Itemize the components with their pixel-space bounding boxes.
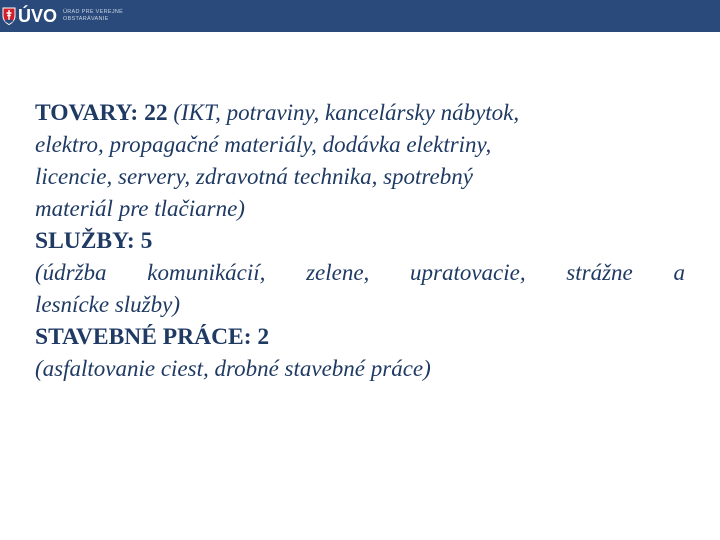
- sluzby-word: (údržba: [35, 260, 107, 285]
- logo-subtitle-line2: OBSTARÁVANIE: [63, 16, 109, 22]
- sluzby-heading: SLUŽBY: 5: [35, 228, 153, 254]
- sluzby-word: strážne: [566, 260, 633, 285]
- logo-subtitle: [63, 9, 123, 23]
- sluzby-word: komunikácií,: [147, 260, 266, 285]
- slovak-shield-icon: [2, 7, 16, 25]
- stavebne-heading: STAVEBNÉ PRÁCE: 2: [35, 324, 270, 350]
- header-bar: [0, 0, 720, 32]
- tovary-text-1: (IKT, potraviny, kancelársky nábytok,: [173, 100, 520, 125]
- uvo-logo[interactable]: [2, 5, 123, 27]
- tovary-text-2: elektro, propagačné materiály, dodávka elektriny,: [35, 132, 492, 157]
- sluzby-word: a: [673, 260, 685, 285]
- tovary-line: [35, 97, 685, 129]
- tovary-text-3: licencie, servery, zdravotná technika, spotrebný: [35, 164, 473, 189]
- logo-subtitle-line1: ÚRAD PRE VEREJNÉ: [63, 9, 124, 15]
- tovary-heading: TOVARY: 22: [35, 100, 168, 126]
- sluzby-word: zelene,: [306, 260, 370, 285]
- tovary-text-4: materiál pre tlačiarne): [35, 196, 245, 221]
- logo-text: ÚVO: [18, 6, 58, 26]
- sluzby-text-2: lesnícke služby): [35, 292, 180, 317]
- slide-body: [35, 97, 685, 385]
- sluzby-text-1: [35, 257, 685, 289]
- stavebne-text-1: (asfaltovanie ciest, drobné stavebné práce): [35, 356, 431, 381]
- sluzby-word: upratovacie,: [410, 260, 526, 285]
